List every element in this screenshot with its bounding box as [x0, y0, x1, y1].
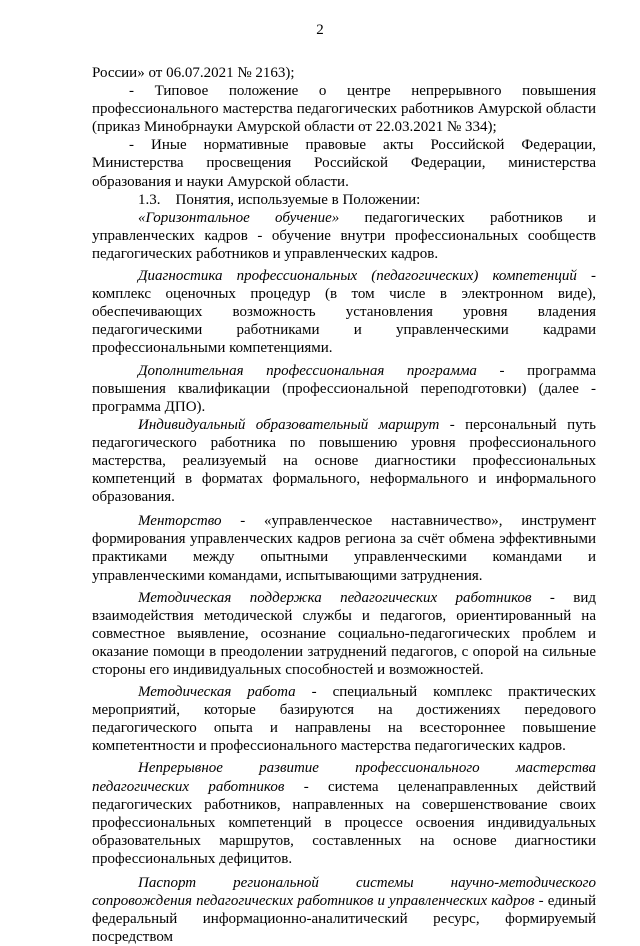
definition-text: - «управленческое наставничество», инструмент формирования управленческих кадров региона за счёт обмена эффективными практиками между опытными управленческими командами и управленческими командами, испытывающими затруднения.	[92, 513, 596, 584]
definition-additional-program	[92, 362, 596, 416]
definition-diagnostics	[92, 267, 596, 357]
definition-text: - комплекс оценочных процедур (в том числе в электронном виде), обеспечивающих возможность установления уровня владения педагогическими работниками и управленческими кадрами профессиональными компетенциями.	[92, 268, 596, 357]
page-number: 2	[316, 22, 324, 38]
definition-methodical-work	[92, 683, 596, 755]
definition-regional-passport	[92, 874, 596, 946]
definition-term: Дополнительная профессиональная программа	[138, 362, 477, 379]
definition-individual-route	[92, 416, 596, 506]
definition-term: «Горизонтальное обучение»	[138, 209, 340, 226]
section-heading-1-3: 1.3. Понятия, используемые в Положении:	[138, 191, 421, 208]
definition-mentoring	[92, 512, 596, 584]
definition-text: - вид взаимодействия методической службы и педагогов, ориентированный на совместное выявление, осознание социально-педагогических проблем и оказание помощи в преодолении затруднений педагогов, с опорой на сильные стороны его индивидуальных способностей и возможностей.	[92, 589, 596, 678]
definition-text: - специальный комплекс практических мероприятий, которые базируются на достижениях передового педагогического опыта и направлены на всестороннее повышение компетентности и профессионального мастерства педагогических кадров.	[92, 684, 596, 755]
definition-continuous-development	[92, 759, 596, 868]
definition-text: - персональный путь педагогического работника по повышению уровня профессионального мастерства, реализуемый на основе диагностики профессиональных компетенций в форматах формального, неформального и информального образования.	[92, 416, 596, 506]
definition-methodical-support	[92, 589, 596, 679]
paragraph-continuation: России» от 06.07.2021 № 2163);	[92, 65, 295, 81]
definition-horizontal-learning	[92, 209, 596, 263]
definition-text: - программа повышения квалификации (профессиональной переподготовки) (далее - программа ДПО).	[92, 362, 596, 415]
list-item-other-acts: - Иные нормативные правовые акты Российской Федерации, Министерства просвещения Российской Федерации, министерства образования и науки Амурской области.	[92, 137, 596, 190]
document-body	[92, 64, 596, 946]
definition-term: Диагностика профессиональных (педагогических) компетенций	[138, 268, 577, 285]
list-item-typical-regulation: - Типовое положение о центре непрерывного повышения профессионального мастерства педагогических работников Амурской области (приказ Минобрнауки Амурской области от 22.03.2021 № 334);	[92, 83, 596, 136]
definition-term: Методическая работа	[138, 684, 296, 701]
definition-text: - система целенаправленных действий педагогических работников, направленных на совершенствование своих профессиональных компетенций в процессе освоения индивидуальных образовательных маршрутов, составленных на основе диагностики профессиональных дефицитов.	[92, 778, 596, 867]
definition-term: Индивидуальный образовательный маршрут	[138, 416, 440, 433]
definition-term: Паспорт региональной системы научно-методического сопровождения педагогических работников и управленческих кадров	[92, 875, 596, 910]
definition-term: Менторство	[138, 513, 222, 530]
definition-term: Методическая поддержка педагогических работников	[138, 589, 532, 606]
definition-text: педагогических работников и управленческих кадров - обучение внутри профессиональных сообществ педагогических работников и управленческих кадров.	[92, 209, 596, 262]
definition-text: - единый федеральный информационно-аналитический ресурс, формируемый посредством	[92, 893, 596, 946]
definition-term: Непрерывное развитие профессионального мастерства педагогических работников	[92, 760, 596, 795]
